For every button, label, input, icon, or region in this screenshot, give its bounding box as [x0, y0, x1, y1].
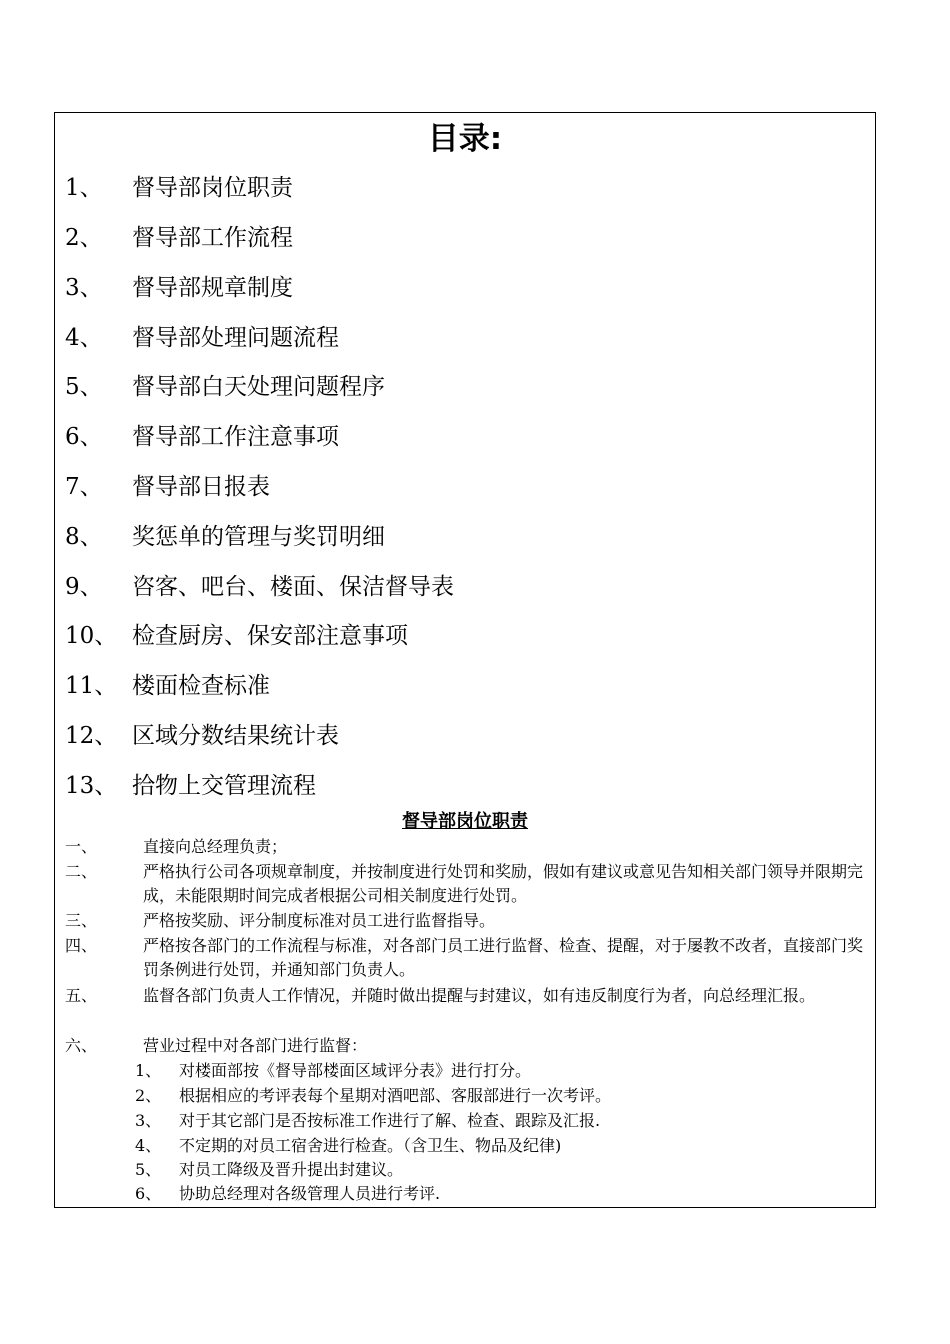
toc-item-label: 督导部白天处理问题程序 — [132, 374, 385, 400]
toc-item-number: 8、 — [65, 524, 103, 550]
sub-item-text: 对员工降级及晋升提出封建议。 — [179, 1160, 404, 1179]
section-title: 督导部岗位职责 — [402, 811, 528, 832]
sub-item-number: 5、 — [135, 1160, 162, 1179]
sub-item-number: 6、 — [135, 1184, 162, 1203]
duty-text: 营业过程中对各部门进行监督： — [143, 1036, 368, 1055]
sub-item-number: 2、 — [135, 1086, 162, 1105]
duty-number: 三、 — [65, 911, 98, 930]
toc-item-number: 6、 — [65, 424, 103, 450]
duty-number: 四、 — [65, 936, 98, 955]
duty-text: 严格按各部门的工作流程与标准，对各部门员工进行监督、检查、提醒，对于屡教不改者，直接部门奖罚条例进行处罚，并通知部门负责人。 — [143, 936, 864, 979]
sub-item-text: 根据相应的考评表每个星期对酒吧部、客服部进行一次考评。 — [179, 1086, 612, 1105]
duty-text: 直接向总经理负责； — [143, 837, 288, 856]
toc-item-number: 12、 — [65, 723, 118, 749]
toc-item-label: 督导部工作注意事项 — [132, 424, 339, 450]
toc-item-number: 9、 — [65, 574, 103, 600]
toc-item-label: 督导部日报表 — [132, 474, 270, 500]
toc-item-label: 督导部规章制度 — [132, 275, 293, 301]
toc-item-number: 3、 — [65, 275, 103, 301]
duty-number: 一、 — [65, 837, 98, 856]
toc-item-label: 区域分数结果统计表 — [132, 723, 339, 749]
duty-number: 五、 — [65, 986, 98, 1005]
toc-item-label: 督导部处理问题流程 — [132, 325, 339, 351]
toc-item-label: 奖惩单的管理与奖罚明细 — [132, 524, 385, 550]
sub-item-text: 对于其它部门是否按标准工作进行了解、检查、跟踪及汇报. — [179, 1111, 601, 1130]
sub-item-text: 对楼面部按《督导部楼面区域评分表》进行打分。 — [179, 1061, 532, 1080]
toc-item-number: 4、 — [65, 325, 103, 351]
sub-item-number: 1、 — [135, 1061, 162, 1080]
sub-item-number: 3、 — [135, 1111, 162, 1130]
toc-item-number: 5、 — [65, 374, 103, 400]
duty-text: 严格执行公司各项规章制度，并按制度进行处罚和奖励，假如有建议或意见告知相关部门领导并限期完成，未能限期时间完成者根据公司相关制度进行处罚。 — [143, 862, 864, 905]
toc-item-number: 1、 — [65, 175, 103, 201]
toc-item-label: 楼面检查标准 — [132, 673, 270, 699]
toc-item-number: 10、 — [65, 623, 118, 649]
duty-number: 二、 — [65, 862, 98, 881]
toc-item-number: 13、 — [65, 773, 118, 799]
sub-item-text: 不定期的对员工宿舍进行检查。（含卫生、物品及纪律) — [179, 1136, 562, 1155]
document-frame — [54, 112, 876, 1208]
sub-item-number: 4、 — [135, 1136, 162, 1155]
toc-item-label: 拾物上交管理流程 — [132, 773, 316, 799]
toc-item-label: 督导部工作流程 — [132, 225, 293, 251]
duty-text: 严格按奖励、评分制度标准对员工进行监督指导。 — [143, 911, 496, 930]
sub-item-text: 协助总经理对各级管理人员进行考评. — [179, 1184, 441, 1203]
toc-item-number: 2、 — [65, 225, 103, 251]
toc-item-label: 检查厨房、保安部注意事项 — [132, 623, 408, 649]
toc-item-number: 7、 — [65, 474, 103, 500]
toc-title: 目录: — [427, 121, 503, 157]
toc-item-label: 咨客、吧台、楼面、保洁督导表 — [132, 574, 454, 600]
toc-item-number: 11、 — [65, 673, 118, 699]
duty-number: 六、 — [65, 1036, 98, 1055]
toc-item-label: 督导部岗位职责 — [132, 175, 293, 201]
duty-text: 监督各部门负责人工作情况，并随时做出提醒与封建议，如有违反制度行为者，向总经理汇报。 — [143, 986, 816, 1005]
